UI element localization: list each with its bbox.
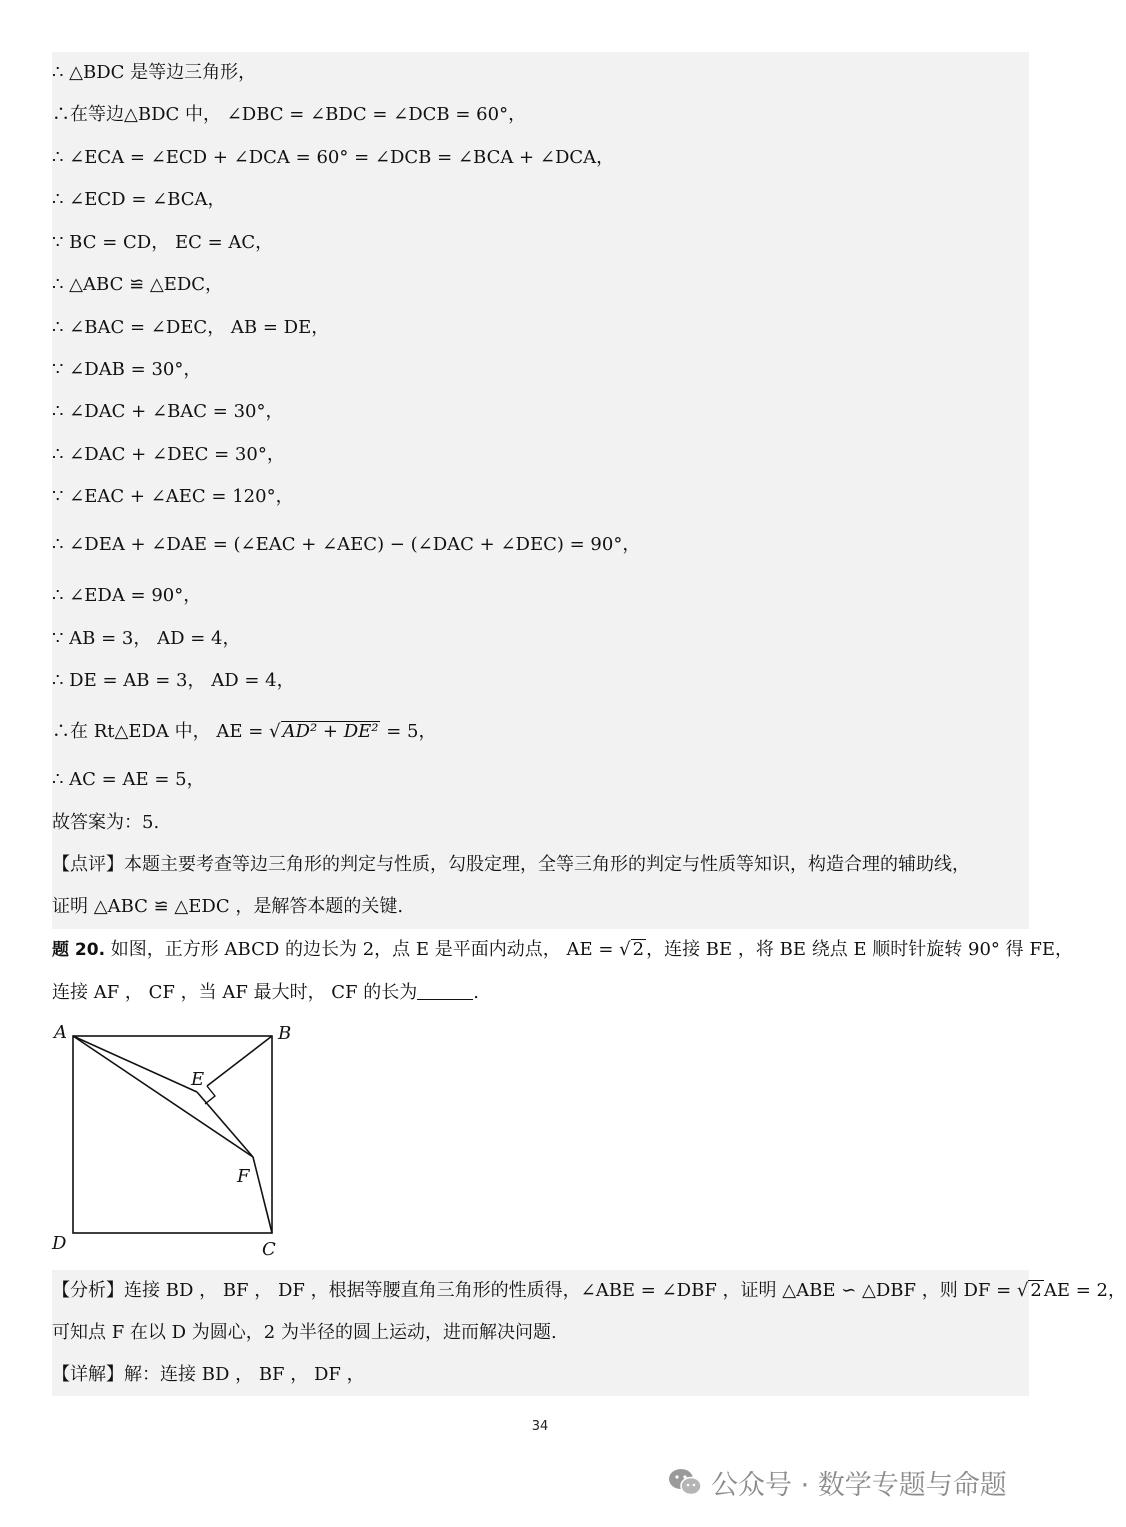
solution-line: ∵ ∠DAB = 30°，: [52, 359, 202, 380]
right-angle-mark: [205, 1086, 215, 1104]
solution-line: ∴ ∠ECD = ∠BCA，: [52, 189, 226, 210]
answer-blank: [417, 981, 473, 1000]
analysis-line-2: 可知点 F 在以 D 为圆心，2 为半径的圆上运动，进而解决问题.: [52, 1322, 557, 1343]
label-a: A: [54, 1022, 67, 1043]
label-d: D: [52, 1233, 67, 1254]
segment-fc: [253, 1157, 272, 1233]
analysis-line-1: [52, 1278, 1126, 1304]
solution-line: ∵ AB = 3， AD = 4，: [52, 628, 241, 649]
watermark: [667, 1462, 1007, 1502]
solution-line: ∵ ∠EAC + ∠AEC = 120°，: [52, 486, 294, 507]
segment-af: [73, 1036, 253, 1157]
sqrt-radicand: AD² + DE²: [282, 721, 379, 742]
comment-line: 证明 △ABC ≌ △EDC ，是解答本题的关键.: [52, 896, 404, 917]
question-text: 连接 AF ， CF ，当 AF 最大时， CF 的长为: [52, 982, 418, 1003]
solution-line: ∵ BC = CD， EC = AC，: [52, 232, 274, 253]
wechat-icon: [667, 1466, 703, 1498]
comment-line: 【点评】本题主要考查等边三角形的判定与性质，勾股定理，全等三角形的判定与性质等知识，构造合理的辅助线，: [52, 854, 970, 875]
label-c: C: [262, 1239, 276, 1260]
label-f: F: [237, 1166, 250, 1187]
rt-prefix: ∴在 Rt△EDA 中， AE =: [52, 721, 270, 742]
answer-line: 故答案为：5.: [52, 812, 160, 833]
question-line-1: [52, 937, 1073, 963]
sqrt-radicand: 2: [1030, 1280, 1042, 1301]
rt-triangle-line: [52, 719, 1029, 745]
analysis-line-3: 【详解】解：连接 BD ， BF ， DF ，: [52, 1364, 365, 1385]
solution-line: ∴ △BDC 是等边三角形，: [52, 62, 257, 83]
question-label: 题 20.: [52, 940, 106, 960]
solution-line: ∴ ∠BAC = ∠DEC， AB = DE，: [52, 317, 330, 338]
watermark-text: 公众号 · 数学专题与命题: [711, 1469, 1007, 1501]
label-e: E: [191, 1069, 205, 1090]
solution-line: ∴ ∠EDA = 90°，: [52, 585, 202, 606]
sqrt-sign: √: [619, 939, 631, 960]
segment-ae: [73, 1036, 197, 1092]
square-figure: [48, 1018, 298, 1262]
solution-line: ∴ ∠DAC + ∠BAC = 30°，: [52, 401, 284, 422]
question-line-2: [52, 980, 1029, 1006]
rt-suffix: = 5，: [380, 721, 437, 742]
solution-line: ∴ ∠ECA = ∠ECD + ∠DCA = 60° = ∠DCB = ∠BCA + ∠DCA，: [52, 147, 615, 168]
question-text: .: [473, 982, 480, 1003]
page-number: 34: [531, 1419, 549, 1434]
solution-line: ∴ DE = AB = 3， AD = 4，: [52, 670, 295, 691]
question-text: ，连接 BE ，将 BE 绕点 E 顺时针旋转 90° 得 FE，: [646, 939, 1073, 960]
solution-line: ∴ ∠DAC + ∠DEC = 30°，: [52, 444, 285, 465]
sqrt-sign: √: [1016, 1280, 1029, 1301]
solution-line: ∴ AC = AE = 5，: [52, 769, 205, 790]
question-text: 如图，正方形 ABCD 的边长为 2，点 E 是平面内动点， AE =: [110, 939, 620, 960]
segment-be: [207, 1036, 272, 1086]
analysis-text: 【分析】连接 BD ， BF ， DF ，根据等腰直角三角形的性质得，∠ABE = ∠DBF ，证明 △ABE ∽ △DBF ，则 DF =: [52, 1280, 1017, 1301]
sqrt-sign: √: [269, 721, 281, 742]
square-abcd: [73, 1036, 272, 1233]
solution-line: ∴ △ABC ≌ △EDC，: [52, 274, 224, 295]
solution-line: ∴ ∠DEA + ∠DAE = (∠EAC + ∠AEC) − (∠DAC + ∠DEC) = 90°，: [52, 534, 641, 555]
solution-line: ∴在等边△BDC 中， ∠DBC = ∠BDC = ∠DCB = 60°，: [52, 104, 527, 125]
sqrt-radicand: 2: [632, 939, 645, 960]
label-b: B: [278, 1023, 292, 1044]
analysis-text: AE = 2，: [1043, 1280, 1126, 1301]
